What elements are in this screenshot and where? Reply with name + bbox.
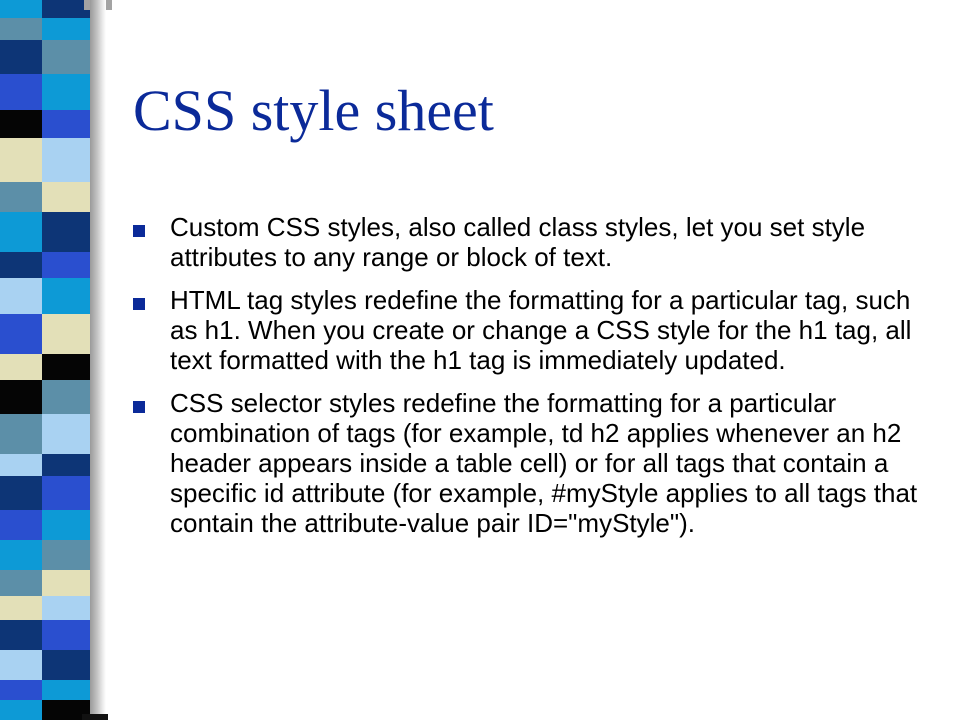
- stripe-block-teal: [0, 414, 42, 454]
- stripe-block-light-blue: [0, 454, 42, 476]
- decorative-stripe-bar: [0, 0, 90, 720]
- stripe-block-navy: [42, 0, 90, 18]
- stripe-block-cyan: [0, 540, 42, 570]
- stripe-block-cyan: [42, 74, 90, 110]
- stripe-block-teal: [42, 540, 90, 570]
- stripe-block-cyan: [0, 700, 42, 720]
- stripe-block-cream: [42, 182, 90, 212]
- stripe-block-navy: [42, 454, 90, 476]
- stripe-block-black: [0, 380, 42, 414]
- stripe-block-teal: [0, 182, 42, 212]
- stripe-block-navy: [0, 476, 42, 510]
- stripe-block-navy: [0, 40, 42, 74]
- stripe-block-royal-blue: [0, 510, 42, 540]
- stripe-block-royal-blue: [0, 680, 42, 700]
- stripe-bar-shadow: [90, 0, 106, 720]
- bullet-text: HTML tag styles redefine the formatting for a particular tag, such as h1. When you create or change a CSS style for the h1 tag, all text formatted with the h1 tag is immediately updated.: [170, 285, 912, 375]
- bullet-item-css-selector-styles: [133, 388, 923, 538]
- square-bullet-icon: [133, 298, 145, 310]
- stripe-block-royal-blue: [42, 476, 90, 510]
- stripe-block-teal: [42, 380, 90, 414]
- stripe-block-teal: [42, 40, 90, 74]
- slide-title: CSS style sheet: [133, 78, 494, 143]
- bullet-text: Custom CSS styles, also called class styles, let you set style attributes to any range or block of text.: [170, 212, 866, 272]
- stripe-block-royal-blue: [0, 314, 42, 354]
- stripe-block-cream: [0, 354, 42, 380]
- stripe-block-black: [42, 354, 90, 380]
- stripe-block-cream: [42, 314, 90, 354]
- stripe-block-light-blue: [0, 650, 42, 680]
- stripe-block-navy: [42, 212, 90, 252]
- stripe-block-navy: [0, 252, 42, 278]
- stripe-block-teal: [0, 570, 42, 596]
- square-bullet-icon: [133, 401, 145, 413]
- stripe-block-cyan: [0, 212, 42, 252]
- stripe-block-cyan: [42, 278, 90, 314]
- stripe-block-black: [0, 110, 42, 138]
- stripe-block-light-blue: [0, 278, 42, 314]
- stripe-block-light-blue: [42, 596, 90, 620]
- stripe-block-royal-blue: [42, 110, 90, 138]
- bullet-text: CSS selector styles redefine the formatting for a particular combination of tags (for example, td h2 applies whenever an h2 header appears inside a table cell) or for all tags that contain a specific id attribute (for example, #myStyle applies to all tags that contain the attribute-value pair ID="myStyle").: [170, 388, 918, 538]
- square-bullet-icon: [133, 225, 145, 237]
- stripe-block-navy: [0, 620, 42, 650]
- stripe-block-navy: [42, 650, 90, 680]
- bullet-item-custom-css-styles: [133, 212, 923, 272]
- stripe-bar-base: [82, 714, 108, 720]
- stripe-block-cream: [0, 138, 42, 182]
- stripe-block-light-blue: [42, 138, 90, 182]
- stripe-block-cyan: [42, 18, 90, 40]
- bullet-item-html-tag-styles: [133, 285, 923, 375]
- bullet-list: [133, 212, 923, 551]
- stripe-block-royal-blue: [42, 620, 90, 650]
- stripe-block-light-blue: [42, 414, 90, 454]
- stripe-block-cream: [0, 596, 42, 620]
- stripe-block-teal: [0, 18, 42, 40]
- stripe-block-cyan: [42, 680, 90, 700]
- stripe-block-cyan: [42, 510, 90, 540]
- stripe-block-cream: [42, 570, 90, 596]
- stripe-block-royal-blue: [42, 252, 90, 278]
- stripe-block-cyan: [0, 0, 42, 18]
- stripe-block-royal-blue: [0, 74, 42, 110]
